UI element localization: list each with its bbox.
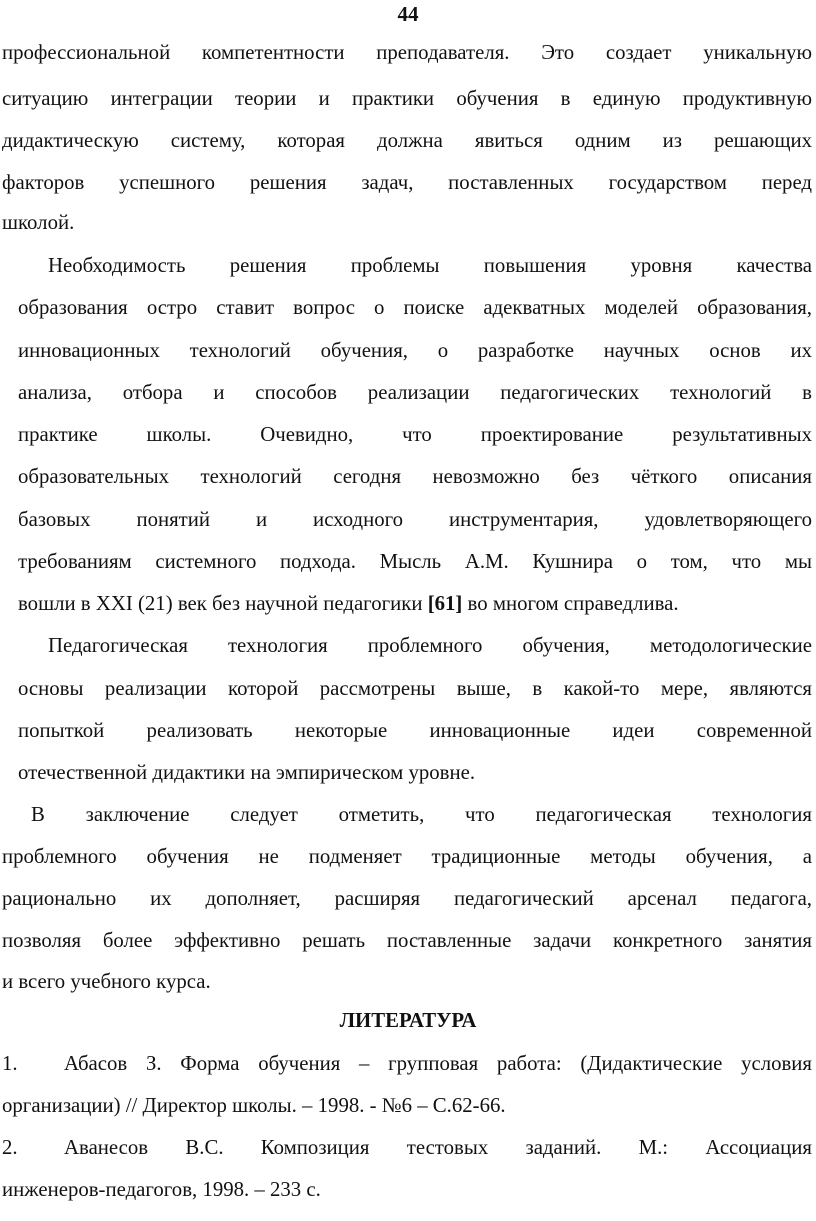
text-line: позволяя более эффективно решать поставленные задачи конкретного занятия	[2, 929, 812, 952]
page-number: 44	[397, 2, 419, 26]
text-line: и всего учебного курса.	[2, 970, 211, 993]
text-line: профессиональной компетентности преподавателя. Это создает уникальную	[2, 41, 812, 64]
text-span: вошли в XXI (21) век без научной педагогики	[18, 592, 428, 615]
text-line: базовых понятий и исходного инструментария, удовлетворяющего	[18, 508, 812, 531]
text-line: практике школы. Очевидно, что проектирование результативных	[18, 423, 812, 446]
reference-continuation: организации) // Директор школы. – 1998. - №6 – С.62-66.	[2, 1094, 506, 1117]
text-line: рационально их дополняет, расширяя педагогический арсенал педагога,	[2, 887, 812, 910]
text-line: образовательных технологий сегодня невозможно без чёткого описания	[18, 465, 812, 488]
reference-number: 1.	[2, 1052, 18, 1075]
reference-item	[2, 1133, 812, 1163]
reference-text: Абасов З. Форма обучения – групповая работа: (Дидактические условия	[64, 1052, 812, 1075]
text-line: школой.	[2, 211, 75, 234]
reference-item	[2, 1049, 812, 1079]
text-line: основы реализации которой рассмотрены выше, в какой-то мере, являются	[18, 677, 812, 700]
text-line: инновационных технологий обучения, о разработке научных основ их	[18, 339, 812, 362]
text-line: ситуацию интеграции теории и практики обучения в единую продуктивную	[2, 87, 812, 110]
text-span: во многом справедлива.	[462, 592, 679, 615]
reference-text: Аванесов В.С. Композиция тестовых заданий. М.: Ассоциация	[64, 1136, 812, 1159]
references-heading: ЛИТЕРАТУРА	[339, 1009, 477, 1032]
text-line: дидактическую систему, которая должна явиться одним из решающих	[2, 129, 812, 152]
text-line: В заключение следует отметить, что педагогическая технология	[31, 803, 812, 826]
text-line: факторов успешного решения задач, поставленных государством перед	[2, 171, 812, 194]
reference-number: 2.	[2, 1136, 18, 1159]
text-line: Необходимость решения проблемы повышения уровня качества	[48, 254, 812, 277]
text-line	[18, 589, 812, 619]
text-line: попыткой реализовать некоторые инновационные идеи современной	[18, 719, 812, 742]
text-line: Педагогическая технология проблемного обучения, методологические	[48, 634, 812, 657]
text-line: требованиям системного подхода. Мысль А.М. Кушнира о том, что мы	[18, 550, 812, 573]
text-line: образования остро ставит вопрос о поиске адекватных моделей образования,	[18, 296, 812, 319]
reference-continuation: инженеров-педагогов, 1998. – 233 с.	[2, 1178, 321, 1201]
text-line: отечественной дидактики на эмпирическом уровне.	[18, 761, 476, 784]
citation-reference: [61]	[427, 592, 463, 615]
text-line: анализа, отбора и способов реализации педагогических технологий в	[18, 381, 812, 404]
text-line: проблемного обучения не подменяет традиционные методы обучения, а	[2, 845, 812, 868]
